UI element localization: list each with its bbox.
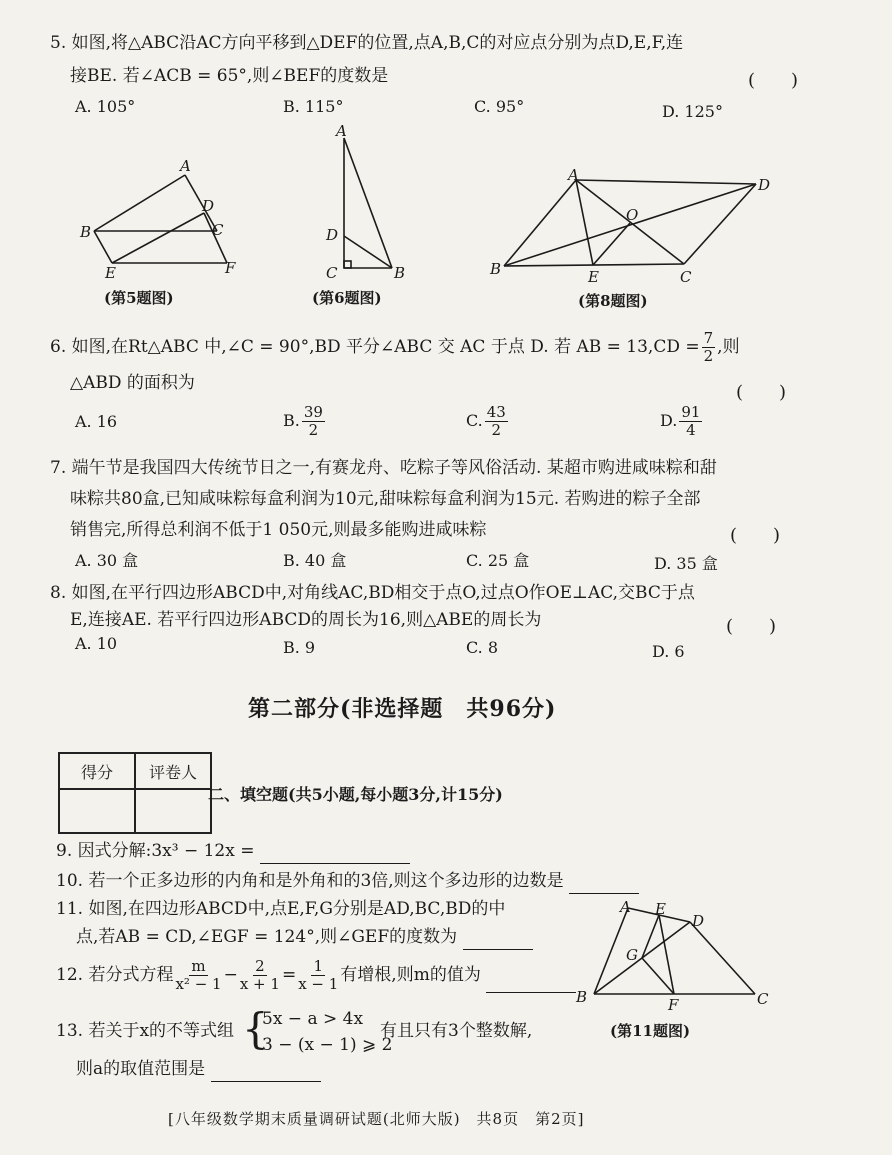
fig11-label-a: A — [620, 898, 631, 916]
q8-option-b: B. 9 — [283, 638, 316, 657]
q6-option-d — [660, 404, 704, 439]
figure-q8 — [488, 166, 778, 286]
figure-q6 — [316, 118, 426, 288]
q5-option-d: D. 125° — [662, 102, 723, 121]
q6-option-c — [466, 404, 510, 439]
q6-option-d-fraction — [679, 404, 702, 439]
q6-option-c-label: C. — [466, 411, 483, 430]
q12-f3-den: x − 1 — [298, 975, 339, 993]
fig5-label-a: A — [180, 157, 191, 175]
q12-f3-num: 1 — [313, 957, 324, 975]
fig11-label-d: D — [692, 912, 705, 930]
q5-line2: 接BE. 若∠ACB = 65°,则∠BEF的度数是 — [70, 66, 389, 86]
fig5-label-c: C — [212, 221, 224, 239]
q6-line2: △ABD 的面积为 — [70, 373, 195, 393]
fig5-caption: (第5题图) — [104, 289, 174, 307]
q9-answer-blank — [260, 845, 410, 864]
fig6-caption: (第6题图) — [312, 289, 382, 307]
part2-title: 第二部分(非选择题 共96分) — [248, 696, 557, 722]
fig6-label-b: B — [394, 264, 406, 282]
q7-option-a: A. 30 盒 — [75, 551, 139, 570]
fig5-label-b: B — [80, 223, 92, 241]
q8-line1: 8. 如图,在平行四边形ABCD中,对角线AC,BD相交于点O,过点O作OE⊥AC,交BC于点 — [50, 583, 695, 603]
q11-line2-text: 点,若AB = CD,∠EGF = 124°,则∠GEF的度数为 — [76, 927, 458, 947]
q12-fraction-1 — [175, 958, 221, 993]
q6-option-b — [283, 404, 327, 439]
fig5-label-e: E — [105, 264, 116, 282]
q12-equals: = — [281, 965, 297, 985]
q13-ineq1: 5x − a > 4x — [262, 1009, 364, 1029]
q12-f1-num: m — [191, 957, 206, 975]
fig8-label-c: C — [680, 268, 692, 286]
q9 — [56, 838, 410, 864]
q8-option-d: D. 6 — [652, 642, 685, 661]
q12-fraction-3 — [298, 958, 338, 993]
q12-suffix: 有增根,则m的值为 — [340, 965, 481, 985]
page-footer: [八年级数学期末质量调研试题(北师大版) 共8页 第2页] — [168, 1110, 585, 1128]
q6-option-b-label: B. — [283, 411, 300, 430]
q12-f2-num: 2 — [255, 957, 265, 975]
q5-option-a: A. 105° — [75, 97, 136, 116]
q5-option-b: B. 115° — [283, 97, 344, 116]
q13-ineq2: 3 − (x − 1) ⩾ 2 — [262, 1035, 393, 1055]
q5-line1: 5. 如图,将△ABC沿AC方向平移到△DEF的位置,点A,B,C的对应点分别为点D,E,F,连 — [50, 33, 684, 53]
q6-cd-den: 2 — [703, 347, 714, 365]
q6-option-d-num: 91 — [681, 403, 701, 421]
q7-line2: 味粽共80盒,已知咸味粽每盒利润为10元,甜味粽每盒利润为15元. 若购进的粽子全部 — [70, 489, 701, 509]
q8-answer-paren: ( ) — [726, 616, 777, 637]
fig6-label-c: C — [326, 264, 338, 282]
q12-answer-blank — [486, 974, 576, 993]
q8-option-a: A. 10 — [75, 634, 118, 653]
q6-line1 — [50, 330, 740, 365]
q6-option-d-den: 4 — [686, 421, 696, 439]
q6-option-c-num: 43 — [486, 403, 506, 421]
q6-option-b-fraction — [302, 404, 325, 439]
q12-prefix: 12. 若分式方程 — [56, 965, 174, 985]
q7-answer-paren: ( ) — [730, 525, 781, 546]
fig11-label-e: E — [655, 900, 666, 918]
fig11-label-g: G — [626, 946, 638, 964]
q6-answer-paren: ( ) — [736, 382, 787, 403]
q6-option-b-num: 39 — [303, 403, 323, 421]
q7-line1: 7. 端午节是我国四大传统节日之一,有赛龙舟、吃粽子等风俗活动. 某超市购进咸味粽和甜 — [50, 458, 717, 478]
fig6-label-d: D — [326, 226, 339, 244]
q12-f2-den: x + 1 — [239, 975, 280, 993]
q6-cd-num: 7 — [703, 329, 714, 347]
fig8-label-b: B — [490, 260, 502, 278]
q7-option-d: D. 35 盒 — [654, 554, 718, 573]
fig11-label-f: F — [668, 996, 679, 1014]
fig8-caption: (第8题图) — [578, 292, 648, 310]
q12 — [56, 958, 576, 993]
grader-label-cell: 评卷人 — [135, 753, 211, 789]
fig11-label-c: C — [757, 990, 769, 1008]
fig11-label-b: B — [576, 988, 588, 1006]
fig8-label-d: D — [758, 176, 771, 194]
q8-line2: E,连接AE. 若平行四边形ABCD的周长为16,则△ABE的周长为 — [70, 610, 542, 630]
q6-cd-fraction — [702, 330, 716, 365]
q13-prefix: 13. 若关于x的不等式组 — [56, 1021, 235, 1041]
fig8-label-o: O — [626, 206, 639, 224]
score-blank-cell — [59, 789, 135, 833]
q13-suffix: 有且只有3个整数解, — [380, 1021, 533, 1041]
q8-option-c: C. 8 — [466, 638, 499, 657]
q7-option-b: B. 40 盒 — [283, 551, 347, 570]
q6-option-a: A. 16 — [75, 412, 118, 431]
q6-option-b-den: 2 — [308, 421, 319, 439]
q12-fraction-2 — [240, 958, 280, 993]
q10-answer-blank — [569, 875, 639, 894]
q5-option-c: C. 95° — [474, 97, 525, 116]
q6-option-c-fraction — [485, 404, 508, 439]
fig8-label-a: A — [568, 166, 579, 184]
grader-blank-cell — [135, 789, 211, 833]
q6-option-d-label: D. — [660, 411, 678, 430]
figure-q5 — [72, 155, 272, 305]
q13-line2 — [76, 1056, 321, 1082]
q7-line3: 销售完,所得总利润不低于1 050元,则最多能购进咸味粽 — [70, 520, 487, 540]
q6-line1-end: ,则 — [717, 337, 740, 357]
fig11-caption: (第11题图) — [610, 1022, 691, 1040]
q11-line2 — [76, 924, 533, 950]
q13-brace: { — [242, 1004, 269, 1053]
q9-text: 9. 因式分解:3x³ − 12x = — [56, 841, 255, 861]
fig6-label-a: A — [336, 122, 347, 140]
fig8-label-e: E — [588, 268, 599, 286]
q12-f1-den: x² − 1 — [175, 975, 222, 993]
q10 — [56, 868, 639, 894]
fig5-label-d: D — [202, 197, 215, 215]
fig5-label-f: F — [225, 259, 236, 277]
score-label-cell: 得分 — [59, 753, 135, 789]
q6-option-c-den: 2 — [491, 421, 502, 439]
q11-line1: 11. 如图,在四边形ABCD中,点E,F,G分别是AD,BC,BD的中 — [56, 899, 506, 919]
q10-text: 10. 若一个正多边形的内角和是外角和的3倍,则这个多边形的边数是 — [56, 871, 564, 891]
q12-minus: − — [223, 965, 238, 985]
q11-answer-blank — [463, 931, 533, 950]
q13-line2-text: 则a的取值范围是 — [76, 1059, 206, 1079]
section2-heading: 二、填空题(共5小题,每小题3分,计15分) — [208, 785, 503, 804]
q13-answer-blank — [211, 1063, 321, 1082]
q7-option-c: C. 25 盒 — [466, 551, 530, 570]
score-table — [58, 752, 212, 834]
figure-q11 — [570, 896, 770, 1016]
q6-line1-text: 6. 如图,在Rt△ABC 中,∠C = 90°,BD 平分∠ABC 交 AC 于点 D. 若 AB = 13,CD = — [50, 337, 700, 357]
q5-answer-paren: ( ) — [748, 70, 799, 91]
